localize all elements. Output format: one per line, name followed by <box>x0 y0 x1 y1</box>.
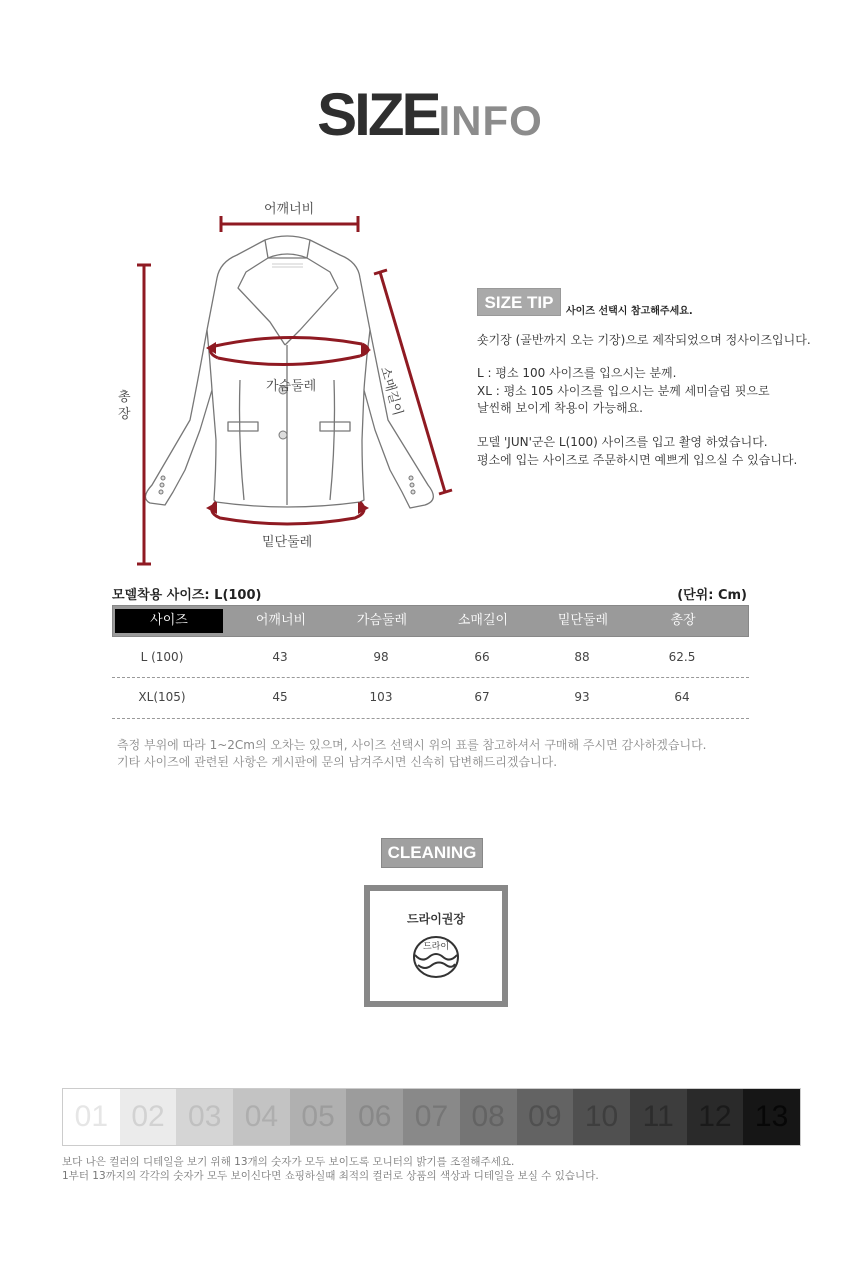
title-info: INFO <box>438 97 543 144</box>
cell-size: XL(105) <box>138 690 186 704</box>
size-tip-badge: SIZE TIP <box>477 288 561 316</box>
cell-hem: 88 <box>574 650 590 664</box>
color-swatch: 06 <box>346 1089 403 1145</box>
cell-length: 64 <box>674 690 690 704</box>
color-swatch: 01 <box>63 1089 120 1145</box>
color-swatch: 07 <box>403 1089 460 1145</box>
table-row <box>112 690 749 710</box>
cell-size: L (100) <box>140 650 184 664</box>
table-note: 측정 부위에 따라 1~2Cm의 오차는 있으며, 사이즈 선택시 위의 표를 참고하셔서 구매해 주시면 감사하겠습니다. <box>117 738 707 752</box>
cell-length: 62.5 <box>668 650 696 664</box>
color-swatch: 08 <box>460 1089 517 1145</box>
length-label-1: 총 <box>118 390 131 405</box>
color-swatch: 03 <box>176 1089 233 1145</box>
cell-chest: 98 <box>373 650 389 664</box>
chest-label: 가슴둘레 <box>266 379 317 394</box>
shoulder-label: 어깨너비 <box>264 202 315 217</box>
dry-clean-icon <box>410 933 462 981</box>
table-row <box>112 650 749 670</box>
tip-line: 모델 'JUN'군은 L(100) 사이즈를 입고 촬영 하였습니다. <box>477 435 768 449</box>
title-size: SIZE <box>317 81 439 148</box>
table-header <box>112 605 749 637</box>
calibration-note: 1부터 13까지의 각각의 숫자가 모두 보이신다면 쇼핑하실때 최적의 컬러로 상품의 색상과 디테일을 보실 수 있습니다. <box>62 1170 599 1182</box>
sleeve-label: 소매길이 <box>376 365 406 418</box>
header-chest: 가슴둘레 <box>356 613 408 628</box>
row-divider <box>112 677 749 678</box>
color-swatch: 10 <box>573 1089 630 1145</box>
color-swatch: 05 <box>290 1089 347 1145</box>
cell-chest: 103 <box>369 690 393 704</box>
cleaning-label: 드라이권장 <box>407 912 465 926</box>
header-shoulder: 어깨너비 <box>255 613 307 628</box>
color-swatch: 02 <box>120 1089 177 1145</box>
header-sleeve: 소매길이 <box>457 613 509 628</box>
color-swatch: 04 <box>233 1089 290 1145</box>
header-hem: 밑단둘레 <box>557 613 609 628</box>
color-swatch: 12 <box>687 1089 744 1145</box>
cell-hem: 93 <box>574 690 590 704</box>
size-tip-note: 사이즈 선택시 참고해주세요. <box>566 306 693 317</box>
cell-sleeve: 66 <box>474 650 490 664</box>
tip-line: XL : 평소 105 사이즈를 입으시는 분께 세미슬림 핏으로 <box>477 384 770 398</box>
cell-shoulder: 43 <box>272 650 288 664</box>
hem-label: 밑단둘레 <box>262 535 313 550</box>
tip-line: L : 평소 100 사이즈를 입으시는 분께. <box>477 366 677 380</box>
page-title <box>0 80 860 149</box>
monitor-calibration-strip <box>62 1088 801 1146</box>
tip-line: 날씬해 보이게 착용이 가능해요. <box>477 401 643 415</box>
row-divider <box>112 718 749 719</box>
header-size: 사이즈 <box>115 609 223 633</box>
length-label-2: 장 <box>118 407 131 422</box>
calibration-note: 보다 나은 컬러의 디테일을 보기 위해 13개의 숫자가 모두 보이도록 모니터의 밝기를 조절해주세요. <box>62 1156 515 1168</box>
color-swatch: 13 <box>743 1089 800 1145</box>
unit-label: (단위: Cm) <box>677 588 747 603</box>
cleaning-badge: CLEANING <box>381 838 483 868</box>
tip-line: 숏기장 (골반까지 오는 기장)으로 제작되었으며 정사이즈입니다. <box>477 333 811 347</box>
table-note: 기타 사이즈에 관련된 사항은 게시판에 문의 남겨주시면 신속히 답변해드리겠습니다. <box>117 755 558 769</box>
cell-sleeve: 67 <box>474 690 490 704</box>
color-swatch: 09 <box>517 1089 574 1145</box>
header-length: 총장 <box>670 613 696 628</box>
color-swatch: 11 <box>630 1089 687 1145</box>
model-size: 모델착용 사이즈: L(100) <box>112 588 262 603</box>
cell-shoulder: 45 <box>272 690 288 704</box>
tip-line: 평소에 입는 사이즈로 주문하시면 예쁘게 입으실 수 있습니다. <box>477 453 798 467</box>
dry-clean-icon-text: 드라이 <box>422 942 450 952</box>
